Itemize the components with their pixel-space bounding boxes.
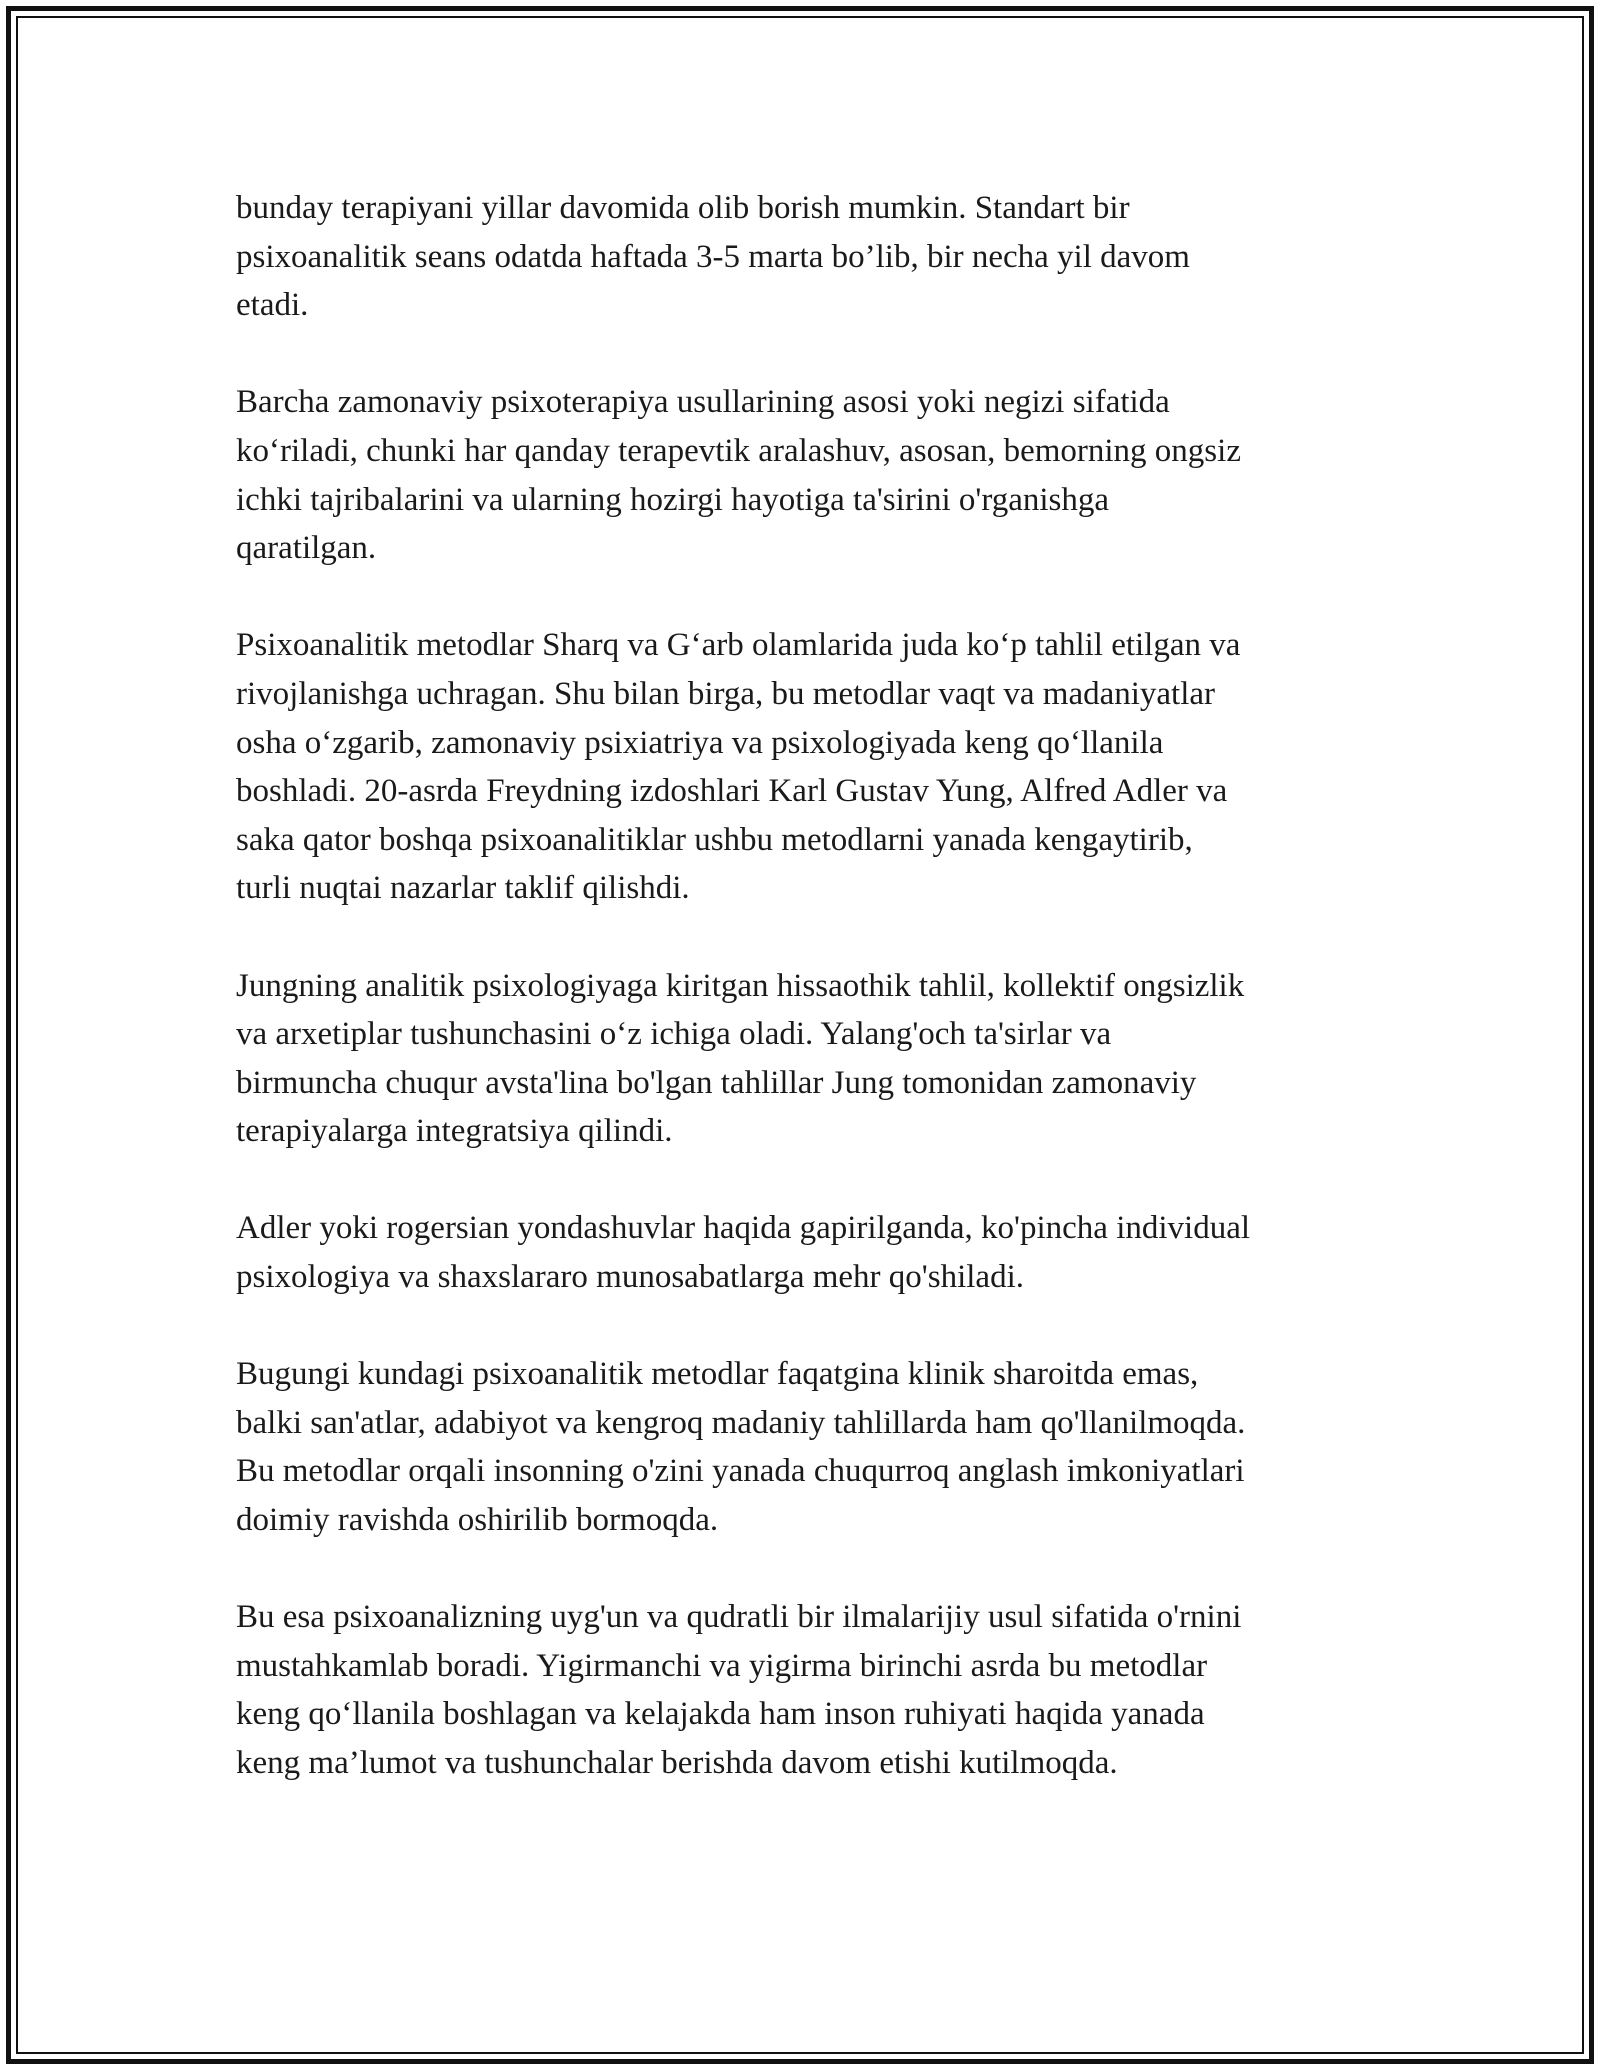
text-line: keng ma’lumot va tushunchalar berishda davom etishi kutilmoqda. — [236, 1745, 1118, 1781]
text-line: va arxetiplar tushunchasini o‘z ichiga oladi. Yalang'och ta'sirlar va — [236, 1016, 1112, 1053]
text-line: Bu esa psixoanalizning uyg'un va qudratli bir ilmalarijiy usul sifatida o'rnini — [236, 1599, 1242, 1636]
text-line: qaratilgan. — [236, 530, 377, 567]
text-line: mustahkamlab boradi. Yigirmanchi va yigirma birinchi asrda bu metodlar — [236, 1647, 1208, 1684]
text-line: psixoanalitik seans odatda haftada 3-5 marta bo’lib, bir necha yil davom — [236, 238, 1190, 275]
text-line: birmuncha chuqur avsta'lina bo'lgan tahlillar Jung tomonidan zamonaviy — [236, 1064, 1197, 1101]
text-line: terapiyalarga integratsiya qilindi. — [236, 1113, 673, 1150]
text-line: boshladi. 20-asrda Freydning izdoshlari Karl Gustav Yung, Alfred Adler va — [236, 773, 1228, 810]
text-line: ko‘riladi, chunki har qanday terapevtik aralashuv, asosan, bemorning ongsiz — [236, 432, 1241, 469]
text-line: Bu metodlar orqali insonning o'zini yanada chuqurroq anglash imkoniyatlari — [236, 1453, 1245, 1490]
text-line: saka qator boshqa psixoanalitiklar ushbu metodlarni yanada kengaytirib, — [236, 821, 1193, 858]
text-line: keng qo‘llanila boshlagan va kelajakda ham inson ruhiyati haqida yanada — [236, 1696, 1205, 1733]
paragraph — [236, 621, 1378, 913]
paragraph — [236, 962, 1378, 1156]
text-line: balki san'atlar, adabiyot va kengroq madaniy tahlillarda ham qo'llanilmoqda. — [236, 1404, 1246, 1441]
document-body — [236, 184, 1378, 1836]
paragraph — [236, 1204, 1378, 1301]
text-line: Barcha zamonaviy psixoterapiya usullarining asosi yoki negizi sifatida — [236, 384, 1170, 421]
text-line: Jungning analitik psixologiyaga kiritgan hissaothik tahlil, kollektif ongsizlik — [236, 967, 1245, 1004]
text-line: Bugungi kundagi psixoanalitik metodlar faqatgina klinik sharoitda emas, — [236, 1356, 1199, 1393]
text-line: turli nuqtai nazarlar taklif qilishdi. — [236, 870, 690, 907]
text-line: etadi. — [236, 287, 309, 324]
paragraph — [236, 1350, 1378, 1544]
text-line: osha o‘zgarib, zamonaviy psixiatriya va psixologiyada keng qo‘llanila — [236, 724, 1164, 761]
text-line: Psixoanalitik metodlar Sharq va G‘arb olamlarida juda ko‘p tahlil etilgan va — [236, 627, 1241, 664]
paragraph — [236, 378, 1378, 572]
text-line: psixologiya va shaxslararo munosabatlarga mehr qo'shiladi. — [236, 1259, 1024, 1296]
text-line: Adler yoki rogersian yondashuvlar haqida gapirilganda, ko'pincha individual — [236, 1210, 1251, 1247]
text-line: ichki tajribalarini va ularning hozirgi hayotiga ta'sirini o'rganishga — [236, 481, 1110, 518]
text-line: doimiy ravishda oshirilib bormoqda. — [236, 1502, 719, 1539]
paragraph — [236, 1593, 1378, 1787]
paragraph — [236, 184, 1378, 330]
text-line: rivojlanishga uchragan. Shu bilan birga, bu metodlar vaqt va madaniyatlar — [236, 675, 1216, 712]
text-line: bunday terapiyani yillar davomida olib borish mumkin. Standart bir — [236, 190, 1130, 226]
